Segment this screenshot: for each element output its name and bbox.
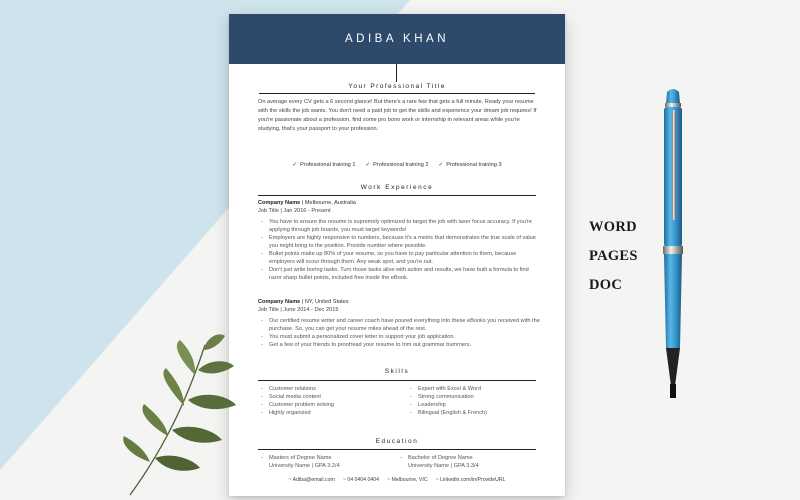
job-bullet: - Get a few of your friends to proofread your resume to trim out grammar bummers. [258,341,540,349]
resume-name: ADIBA KHAN [344,33,450,45]
job-entry [258,298,540,349]
skill-item: - Social media content [258,393,397,401]
plant-icon [110,330,270,500]
job-entry [258,199,540,282]
contact-linkedin: ~ Linkedin.com/in/ProvideURL [435,477,506,483]
job-location: | NY, United States [301,299,349,305]
school-gpa: University Name | GPA 3.3/4 [408,463,479,469]
company-name: Company Name [258,299,301,305]
education-entry [397,454,536,470]
skill-item: - Leadership [407,401,536,409]
job-bullet: - Bullet points make up 80% of your resume, so you have to pay particular attention to them, because employers will scour through them. Any weak spot, and you're out. [258,250,540,266]
job-bullet: - You have to ensure the resume is supremely optimized to target the job with laser focus accuracy. If you're applying through job boards, you must target keywords! [258,218,540,234]
check-icon: ✓ [365,162,371,168]
format-doc: DOC [589,277,623,293]
section-rule-work [258,195,536,196]
resume-page [229,14,565,496]
training-label: Professional training 3 [446,162,502,168]
job-bullet: - Our certified resume writer and career coach have poured everything into these eBooks you received with the purchase. So, you can get your resume miles ahead of the rest. [258,317,540,333]
company-name: Company Name [258,200,301,206]
skill-item: - Bilingual (English & French) [407,409,536,417]
section-title-skills: Skills [384,368,410,375]
training-label: Professional training 1 [300,162,356,168]
professional-title: Your Professional Title [348,83,446,90]
resume-header-band [229,14,565,64]
section-rule-skills [258,380,536,381]
format-word: WORD [589,219,637,235]
section-title-education: Education [375,438,419,445]
job-title-dates: Job Title | Jan 2016 - Present [258,208,331,214]
training-item [292,162,355,168]
training-item [365,162,428,168]
header-connector-line [396,64,397,82]
trainings-list [229,162,565,168]
job-title-dates: Job Title | June 2014 - Dec 2015 [258,307,339,313]
education-grid [258,454,536,470]
contact-location: ~ Melbourne, VIC [387,477,428,483]
job-bullet: - Employers are highly responsive to numbers, because it's a metric that demonstrates the true scale of value you might bring to the position. Provide number where possible. [258,234,540,250]
skill-item: - Customer problem solving [258,401,397,409]
skill-item: - Highly organized [258,409,397,417]
degree-name: - Bachelor of Degree Name [397,454,536,462]
job-bullet: - You must submit a personalized cover letter to support your job application. [258,333,540,341]
section-rule-education [258,449,536,450]
contact-footer [229,477,565,483]
intro-paragraph: On average every CV gets a 6 second glance! But there's a rare few that gets a full minute. Ready your resume with the skills the job wants. You don't need a paid job to get the skills and experience your dream job requires! If you're passionate about a profession, find some pro bono work or internship in relevant areas while you're studying, that's your passport to your profession. [258,99,537,132]
contact-email: ~ Adiba@email.com [288,477,335,483]
skill-item: - Strong communication [407,393,536,401]
job-location: | Melbourne, Australia [301,200,356,206]
skill-item: - Customer relations [258,385,397,393]
title-divider [259,93,535,94]
check-icon: ✓ [438,162,444,168]
skills-column-right [397,385,536,417]
skills-column-left [258,385,397,417]
education-entry [258,454,397,470]
contact-phone: ~ 04 0404 0404 [342,477,380,483]
job-bullet: - Don't just write boring tasks. Turn those tasks alive with action and results, we have built a formula to find razor sharp bullet points, included free inside the eBook. [258,266,540,282]
training-item [439,162,502,168]
pen-icon [653,86,693,402]
format-pages: PAGES [589,248,638,264]
school-gpa: University Name | GPA 3.2/4 [269,463,340,469]
degree-name: - Masters of Degree Name [258,454,397,462]
training-label: Professional training 2 [373,162,429,168]
section-title-work: Work Experience [360,184,434,191]
skills-grid [258,385,536,417]
skill-item: - Expert with Excel & Word [407,385,536,393]
check-icon: ✓ [292,162,298,168]
